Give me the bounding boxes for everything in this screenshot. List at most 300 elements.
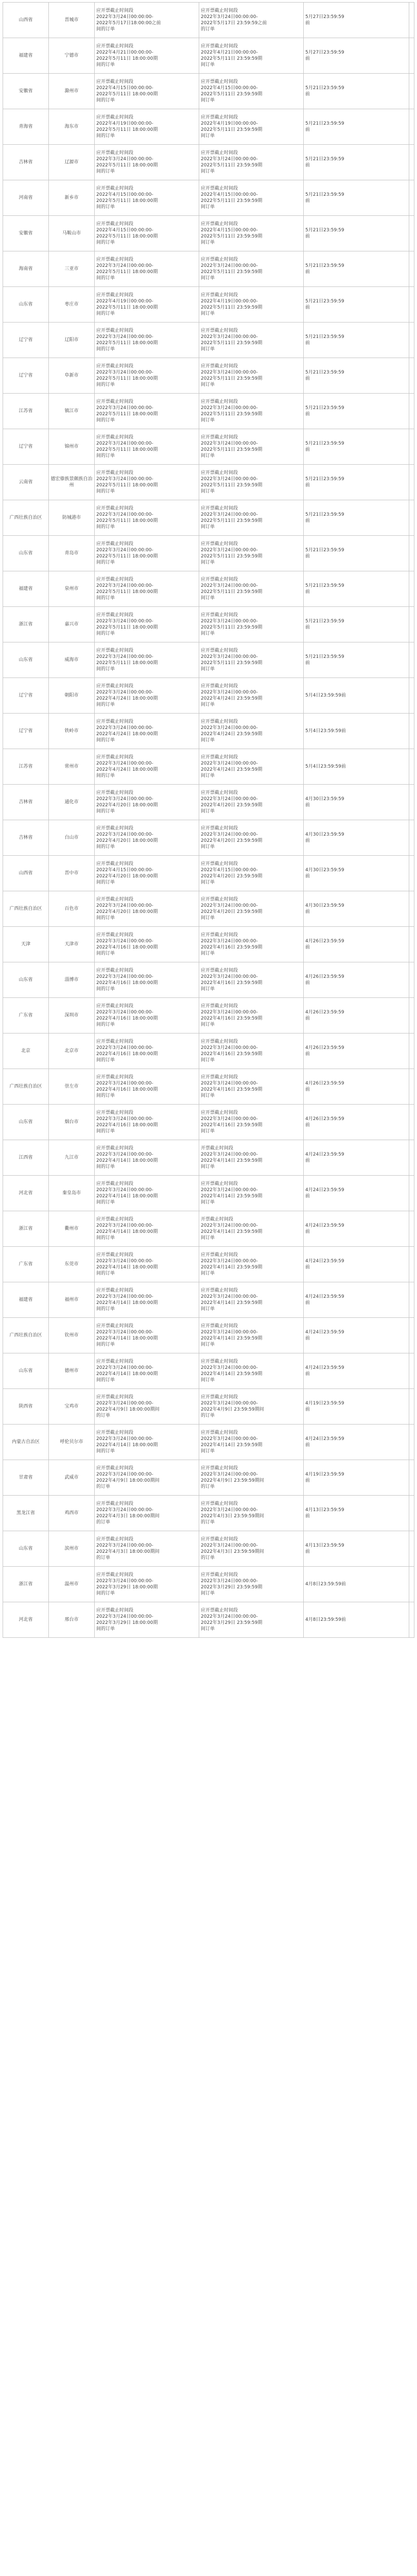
city-cell: 锦州市 [49,429,95,465]
empty-cell [409,571,414,607]
clear-period-cell: 应开票截止时间段 2022年4月15日00:00:00- 2022年4月20日 23:59:59期 间订单 [199,856,304,891]
province-cell: 广东省 [3,998,49,1033]
clear-period-cell: 应开票截止时间段 2022年3月24日00:00:00- 2022年4月3日 23:59:59期间 的订单 [199,1531,304,1567]
clear-period-cell: 应开票截止时间段 2022年3月24日00:00:00- 2022年5月11日 23:59:59期 间订单 [199,429,304,465]
clear-period-cell: 应开票截止时间段 2022年3月24日00:00:00- 2022年5月17日 23:59:59之前 的订单 [199,3,304,38]
clear-period-cell: 应开票截止时间段 2022年3月24日00:00:00- 2022年4月14日 23:59:59期 间订单 [199,1282,304,1318]
table-row [3,536,414,571]
province-cell: 陕西省 [3,1389,49,1425]
lock-period-cell: 应开票截止时间段 2022年3月24日00:00:00- 2022年5月17日18:00:00之前 间的订单 [95,3,199,38]
empty-cell [409,1105,414,1140]
deadline-cell: 5月21日23:59:59 前 [304,216,409,251]
city-cell: 衢州市 [49,1211,95,1247]
city-cell: 朝阳市 [49,678,95,714]
deadline-cell: 4月13日23:59:59 前 [304,1531,409,1567]
deadline-cell: 5月27日23:59:59 前 [304,3,409,38]
lock-period-cell: 应开票截止时间段 2022年4月19日00:00:00- 2022年5月11日 18:00:00期 间的订单 [95,287,199,323]
empty-cell [409,429,414,465]
deadline-cell: 4月24日23:59:59 前 [304,1140,409,1176]
city-cell: 海东市 [49,109,95,145]
lock-period-cell: 应开票截止时间段 2022年3月24日00:00:00- 2022年5月11日 18:00:00期 间的订单 [95,536,199,571]
table-row [3,1247,414,1282]
lock-period-cell: 应开票截止时间段 2022年3月24日00:00:00- 2022年5月11日 18:00:00期 间的订单 [95,607,199,642]
table-row [3,216,414,251]
clear-period-cell: 应开票截止时间段 2022年3月24日00:00:00- 2022年4月24日 23:59:59期 间订单 [199,714,304,749]
deadline-cell: 5月4日23:59:59前 [304,749,409,785]
table-row [3,927,414,962]
clear-period-cell: 应开票截止时间段 2022年3月24日00:00:00- 2022年5月11日 23:59:59期 间订单 [199,607,304,642]
empty-cell [409,394,414,429]
empty-cell [409,1425,414,1460]
city-cell: 深圳市 [49,998,95,1033]
clear-period-cell: 应开票截止时间段 2022年3月24日00:00:00- 2022年5月11日 23:59:59期 间订单 [199,571,304,607]
clear-period-cell: 应开票截止时间段 2022年4月15日00:00:00- 2022年5月11日 23:59:59期 间订单 [199,180,304,216]
province-cell: 河北省 [3,1176,49,1211]
table-row [3,785,414,820]
province-cell: 广西壮族自治区 [3,500,49,536]
deadline-cell: 4月26日23:59:59 前 [304,1069,409,1105]
deadline-cell: 4月30日23:59:59 前 [304,820,409,856]
table-row [3,38,414,74]
deadline-cell: 4月19日23:59:59 前 [304,1389,409,1425]
empty-cell [409,749,414,785]
lock-period-cell: 应开票截止时间段 2022年4月19日00:00:00- 2022年5月11日 18:00:00期 间的订单 [95,109,199,145]
city-cell: 枣庄市 [49,287,95,323]
city-cell: 通化市 [49,785,95,820]
table-row [3,1389,414,1425]
clear-period-cell: 应开票截止时间段 2022年3月24日00:00:00- 2022年3月29日 23:59:59期 间订单 [199,1602,304,1638]
province-cell: 青海省 [3,109,49,145]
province-cell: 山东省 [3,642,49,678]
province-cell: 山东省 [3,1531,49,1567]
deadline-cell: 4月8日23:59:59前 [304,1602,409,1638]
clear-period-cell: 应开票截止时间段 2022年3月24日00:00:00- 2022年4月16日 23:59:59期 间订单 [199,998,304,1033]
lock-period-cell: 应开票截止时间段 2022年3月24日00:00:00- 2022年5月11日 18:00:00期 间的订单 [95,429,199,465]
lock-period-cell: 应开票截止时间段 2022年3月24日00:00:00- 2022年3月29日 18:00:00期 间的订单 [95,1567,199,1602]
city-cell: 威海市 [49,642,95,678]
province-cell: 广西壮族自治区 [3,1318,49,1353]
clear-period-cell: 应开票截止时间段 2022年3月24日00:00:00- 2022年4月9日 23:59:59期间 的订单 [199,1460,304,1496]
empty-cell [409,820,414,856]
city-cell: 防城港市 [49,500,95,536]
clear-period-cell: 应开票截止时间段 2022年3月24日00:00:00- 2022年4月20日 23:59:59期 间订单 [199,785,304,820]
table-row [3,323,414,358]
clear-period-cell: 应开票截止时间段 2022年3月24日00:00:00- 2022年4月20日 23:59:59期 间订单 [199,891,304,927]
city-cell: 辽源市 [49,145,95,180]
empty-cell [409,536,414,571]
lock-period-cell: 应开票截止时间段 2022年4月15日00:00:00- 2022年5月11日 18:00:00期 间的订单 [95,216,199,251]
region-deadline-table [3,2,414,1638]
deadline-cell: 4月24日23:59:59 前 [304,1318,409,1353]
table-row [3,1140,414,1176]
clear-period-cell: 应开票截止时间段 2022年3月24日00:00:00- 2022年5月11日 23:59:59期 间订单 [199,323,304,358]
deadline-cell: 4月19日23:59:59 前 [304,1460,409,1496]
deadline-cell: 4月30日23:59:59 前 [304,785,409,820]
table-row [3,820,414,856]
deadline-cell: 5月27日23:59:59 前 [304,38,409,74]
empty-cell [409,3,414,38]
page [0,2,417,2576]
deadline-cell: 4月26日23:59:59 前 [304,1033,409,1069]
city-cell: 常州市 [49,749,95,785]
empty-cell [409,1247,414,1282]
lock-period-cell: 应开票截止时间段 2022年3月24日00:00:00- 2022年4月9日 18:00:00期间 的订单 [95,1460,199,1496]
empty-cell [409,38,414,74]
province-cell: 安徽省 [3,74,49,109]
city-cell: 鸡西市 [49,1496,95,1531]
province-cell: 江苏省 [3,749,49,785]
empty-cell [409,607,414,642]
province-cell: 海南省 [3,251,49,287]
province-cell: 福建省 [3,38,49,74]
city-cell: 滨州市 [49,1531,95,1567]
empty-cell [409,180,414,216]
clear-period-cell: 应开票截止时间段 2022年3月24日00:00:00- 2022年3月29日 23:59:59期 间订单 [199,1567,304,1602]
clear-period-cell: 应开票截止时间段 2022年3月24日00:00:00- 2022年4月3日 23:59:59期间 的订单 [199,1496,304,1531]
empty-cell [409,358,414,394]
province-cell: 广东省 [3,1247,49,1282]
lock-period-cell: 应开票截止时间段 2022年3月24日00:00:00- 2022年4月14日 18:00:00期 间的订单 [95,1282,199,1318]
empty-cell [409,1176,414,1211]
city-cell: 东莞市 [49,1247,95,1282]
city-cell: 烟台市 [49,1105,95,1140]
lock-period-cell: 应开票截止时间段 2022年3月24日00:00:00- 2022年5月11日 18:00:00期 间的订单 [95,323,199,358]
deadline-cell: 4月24日23:59:59 前 [304,1247,409,1282]
table-row [3,856,414,891]
lock-period-cell: 应开票截止时间段 2022年3月24日00:00:00- 2022年4月20日 18:00:00期 间的订单 [95,891,199,927]
province-cell: 内蒙古自治区 [3,1425,49,1460]
table-row [3,1496,414,1531]
empty-cell [409,642,414,678]
city-cell: 辽阳市 [49,323,95,358]
table-row [3,1425,414,1460]
lock-period-cell: 应开票截止时间段 2022年3月24日00:00:00- 2022年5月11日 18:00:00期 间的订单 [95,571,199,607]
clear-period-cell: 应开票截止时间段 2022年3月24日00:00:00- 2022年5月11日 23:59:59期 间订单 [199,251,304,287]
lock-period-cell: 应开票截止时间段 2022年4月15日00:00:00- 2022年4月20日 18:00:00期 间的订单 [95,856,199,891]
empty-cell [409,251,414,287]
deadline-cell: 4月26日23:59:59 前 [304,962,409,998]
lock-period-cell: 应开票截止时间段 2022年3月24日00:00:00- 2022年4月24日 18:00:00期 间的订单 [95,714,199,749]
city-cell: 百色市 [49,891,95,927]
deadline-cell: 4月24日23:59:59 前 [304,1353,409,1389]
empty-cell [409,1318,414,1353]
table-row [3,998,414,1033]
city-cell: 呼伦贝尔市 [49,1425,95,1460]
lock-period-cell: 应开票截止时间段 2022年4月15日00:00:00- 2022年5月11日 18:00:00期 间的订单 [95,74,199,109]
deadline-cell: 5月21日23:59:59 前 [304,500,409,536]
province-cell: 辽宁省 [3,358,49,394]
clear-period-cell: 应开票截止时间段 2022年4月15日00:00:00- 2022年5月11日 23:59:59期 间订单 [199,74,304,109]
table-row [3,1318,414,1353]
lock-period-cell: 应开票截止时间段 2022年3月24日00:00:00- 2022年3月29日 18:00:00期 间的订单 [95,1602,199,1638]
table-row [3,500,414,536]
city-cell: 福州市 [49,1282,95,1318]
deadline-cell: 4月24日23:59:59 前 [304,1425,409,1460]
table-row [3,1069,414,1105]
city-cell: 三亚市 [49,251,95,287]
deadline-cell: 5月21日23:59:59 前 [304,642,409,678]
deadline-cell: 5月21日23:59:59 前 [304,465,409,500]
lock-period-cell: 应开票截止时间段 2022年3月24日00:00:00- 2022年4月24日 18:00:00期 间的订单 [95,749,199,785]
clear-period-cell: 应开票截止时间段 2022年4月19日00:00:00- 2022年5月11日 23:59:59期 间订单 [199,287,304,323]
empty-cell [409,1531,414,1567]
lock-period-cell: 应开票截止时间段 2022年4月21日00:00:00- 2022年5月11日 18:00:00期 间的订单 [95,38,199,74]
lock-period-cell: 应开票截止时间段 2022年3月24日00:00:00- 2022年4月9日 18:00:00期间 的订单 [95,1389,199,1425]
lock-period-cell: 应开票截止时间段 2022年3月24日00:00:00- 2022年4月16日 18:00:00期 间的订单 [95,962,199,998]
empty-cell [409,1389,414,1425]
empty-cell [409,1460,414,1496]
lock-period-cell: 应开票截止时间段 2022年3月24日00:00:00- 2022年4月14日 18:00:00期 间的订单 [95,1140,199,1176]
clear-period-cell: 应开票截止时间段 2022年3月24日00:00:00- 2022年5月11日 23:59:59期 间订单 [199,642,304,678]
city-cell: 宁德市 [49,38,95,74]
table-row [3,180,414,216]
city-cell: 邢台市 [49,1602,95,1638]
clear-period-cell: 应开票截止时间段 2022年4月15日00:00:00- 2022年5月11日 23:59:59期 间订单 [199,216,304,251]
table-row [3,287,414,323]
deadline-cell: 5月21日23:59:59 前 [304,323,409,358]
deadline-cell: 5月4日23:59:59前 [304,714,409,749]
city-cell: 阜新市 [49,358,95,394]
clear-period-cell: 应开票截止时间段 2022年3月24日00:00:00- 2022年4月14日 23:59:59期 间订单 [199,1425,304,1460]
province-cell: 云南省 [3,465,49,500]
city-cell: 九江市 [49,1140,95,1176]
table-row [3,394,414,429]
province-cell: 山西省 [3,856,49,891]
table-row [3,1105,414,1140]
empty-cell [409,287,414,323]
province-cell: 江西省 [3,1140,49,1176]
province-cell: 浙江省 [3,1567,49,1602]
province-cell: 辽宁省 [3,429,49,465]
province-cell: 广西壮族自治区 [3,891,49,927]
clear-period-cell: 应开票截止时间段 2022年3月24日00:00:00- 2022年5月11日 23:59:59期 间订单 [199,358,304,394]
lock-period-cell: 应开票截止时间段 2022年3月24日00:00:00- 2022年4月24日 18:00:00期 间的订单 [95,678,199,714]
clear-period-cell: 应开票截止时间段 2022年3月24日00:00:00- 2022年4月14日 23:59:59期 间订单 [199,1353,304,1389]
province-cell: 黑龙江省 [3,1496,49,1531]
empty-cell [409,962,414,998]
lock-period-cell: 应开票截止时间段 2022年3月24日00:00:00- 2022年5月11日 18:00:00期 间的订单 [95,145,199,180]
deadline-cell: 5月21日23:59:59 前 [304,571,409,607]
clear-period-cell: 开票截止时间段 2022年3月24日00:00:00- 2022年4月14日 23:59:59期 间订单 [199,1140,304,1176]
table-row [3,607,414,642]
empty-cell [409,500,414,536]
city-cell: 德州市 [49,1353,95,1389]
lock-period-cell: 应开票截止时间段 2022年3月24日00:00:00- 2022年4月3日 18:00:00期间 的订单 [95,1496,199,1531]
empty-cell [409,216,414,251]
table-row [3,1353,414,1389]
table-row [3,1176,414,1211]
deadline-cell: 4月26日23:59:59 前 [304,998,409,1033]
table-row [3,465,414,500]
province-cell: 山东省 [3,287,49,323]
table-row [3,1033,414,1069]
lock-period-cell: 应开票截止时间段 2022年3月24日00:00:00- 2022年4月16日 18:00:00期 间的订单 [95,1033,199,1069]
province-cell: 北京 [3,1033,49,1069]
city-cell: 马鞍山市 [49,216,95,251]
deadline-cell: 4月24日23:59:59 前 [304,1176,409,1211]
empty-cell [409,998,414,1033]
deadline-cell: 4月30日23:59:59 前 [304,891,409,927]
empty-cell [409,1211,414,1247]
province-cell: 浙江省 [3,1211,49,1247]
city-cell: 铁岭市 [49,714,95,749]
table-row [3,145,414,180]
province-cell: 山西省 [3,3,49,38]
clear-period-cell: 应开票截止时间段 2022年3月24日00:00:00- 2022年5月11日 23:59:59期 间订单 [199,465,304,500]
table-row [3,358,414,394]
lock-period-cell: 应开票截止时间段 2022年4月15日00:00:00- 2022年5月11日 18:00:00期 间的订单 [95,180,199,216]
lock-period-cell: 应开票截止时间段 2022年3月24日00:00:00- 2022年5月11日 18:00:00期 间的订单 [95,500,199,536]
deadline-cell: 5月21日23:59:59 前 [304,145,409,180]
empty-cell [409,856,414,891]
deadline-cell: 4月30日23:59:59 前 [304,856,409,891]
province-cell: 广西壮族自治区 [3,1069,49,1105]
table-row [3,1531,414,1567]
deadline-cell: 4月13日23:59:59 前 [304,1496,409,1531]
lock-period-cell: 应开票截止时间段 2022年3月24日00:00:00- 2022年4月14日 18:00:00期 间的订单 [95,1353,199,1389]
empty-cell [409,927,414,962]
clear-period-cell: 应开票截止时间段 2022年3月24日00:00:00- 2022年4月20日 23:59:59期 间订单 [199,820,304,856]
empty-cell [409,1602,414,1638]
city-cell: 晋中市 [49,856,95,891]
empty-cell [409,145,414,180]
city-cell: 温州市 [49,1567,95,1602]
empty-cell [409,74,414,109]
lock-period-cell: 应开票截止时间段 2022年3月24日00:00:00- 2022年4月16日 18:00:00期 间的订单 [95,998,199,1033]
deadline-cell: 5月21日23:59:59 前 [304,251,409,287]
lock-period-cell: 应开票截止时间段 2022年3月24日00:00:00- 2022年5月11日 18:00:00期 间的订单 [95,465,199,500]
table-row [3,1211,414,1247]
deadline-cell: 5月21日23:59:59 前 [304,358,409,394]
deadline-cell: 5月21日23:59:59 前 [304,287,409,323]
lock-period-cell: 应开票截止时间段 2022年3月24日00:00:00- 2022年4月14日 18:00:00期 间的订单 [95,1211,199,1247]
city-cell: 泉州市 [49,571,95,607]
clear-period-cell: 应开票截止时间段 2022年3月24日00:00:00- 2022年4月16日 23:59:59期 间订单 [199,927,304,962]
province-cell: 安徽省 [3,216,49,251]
province-cell: 浙江省 [3,607,49,642]
deadline-cell: 4月26日23:59:59 前 [304,1105,409,1140]
province-cell: 吉林省 [3,145,49,180]
clear-period-cell: 应开票截止时间段 2022年3月24日00:00:00- 2022年5月11日 23:59:59期 间订单 [199,394,304,429]
deadline-cell: 5月21日23:59:59 前 [304,74,409,109]
lock-period-cell: 应开票截止时间段 2022年3月24日00:00:00- 2022年4月3日 18:00:00期间 的订单 [95,1531,199,1567]
city-cell: 嘉兴市 [49,607,95,642]
city-cell: 晋城市 [49,3,95,38]
clear-period-cell: 应开票截止时间段 2022年3月24日00:00:00- 2022年4月16日 23:59:59期 间订单 [199,1069,304,1105]
city-cell: 崇左市 [49,1069,95,1105]
lock-period-cell: 应开票截止时间段 2022年3月24日00:00:00- 2022年4月14日 18:00:00期 间的订单 [95,1176,199,1211]
clear-period-cell: 应开票截止时间段 2022年3月24日00:00:00- 2022年4月16日 23:59:59期 间订单 [199,1105,304,1140]
table-row [3,109,414,145]
province-cell: 福建省 [3,1282,49,1318]
city-cell: 淄博市 [49,962,95,998]
deadline-cell: 5月21日23:59:59 前 [304,429,409,465]
lock-period-cell: 应开票截止时间段 2022年3月24日00:00:00- 2022年5月11日 18:00:00期 间的订单 [95,251,199,287]
province-cell: 辽宁省 [3,678,49,714]
clear-period-cell: 应开票截止时间段 2022年4月21日00:00:00- 2022年5月11日 23:59:59期 间订单 [199,38,304,74]
province-cell: 河南省 [3,180,49,216]
province-cell: 吉林省 [3,820,49,856]
deadline-cell: 4月8日23:59:59前 [304,1567,409,1602]
lock-period-cell: 应开票截止时间段 2022年3月24日00:00:00- 2022年4月20日 18:00:00期 间的订单 [95,785,199,820]
city-cell: 钦州市 [49,1318,95,1353]
province-cell: 江苏省 [3,394,49,429]
city-cell: 天津市 [49,927,95,962]
lock-period-cell: 应开票截止时间段 2022年3月24日00:00:00- 2022年5月11日 18:00:00期 间的订单 [95,358,199,394]
table-row [3,74,414,109]
lock-period-cell: 应开票截止时间段 2022年3月24日00:00:00- 2022年4月14日 18:00:00期 间的订单 [95,1247,199,1282]
clear-period-cell: 应开票截止时间段 2022年3月24日00:00:00- 2022年4月9日 23:59:59期间 的订单 [199,1389,304,1425]
city-cell: 青岛市 [49,536,95,571]
deadline-cell: 5月21日23:59:59 前 [304,109,409,145]
deadline-cell: 5月21日23:59:59 前 [304,394,409,429]
table-row [3,1282,414,1318]
clear-period-cell: 应开票截止时间段 2022年3月24日00:00:00- 2022年4月14日 23:59:59期 间订单 [199,1247,304,1282]
province-cell: 甘肃省 [3,1460,49,1496]
table-row [3,3,414,38]
empty-cell [409,891,414,927]
lock-period-cell: 应开票截止时间段 2022年3月24日00:00:00- 2022年5月11日 18:00:00期 间的订单 [95,394,199,429]
province-cell: 辽宁省 [3,714,49,749]
city-cell: 镇江市 [49,394,95,429]
clear-period-cell: 应开票截止时间段 2022年3月24日00:00:00- 2022年5月11日 23:59:59期 间订单 [199,500,304,536]
clear-period-cell: 应开票截止时间段 2022年3月24日00:00:00- 2022年5月11日 23:59:59期 间订单 [199,536,304,571]
clear-period-cell: 应开票截止时间段 2022年3月24日00:00:00- 2022年5月11日 23:59:59期 间订单 [199,145,304,180]
deadline-cell: 5月4日23:59:59前 [304,678,409,714]
deadline-cell: 4月24日23:59:59 前 [304,1282,409,1318]
clear-period-cell: 应开票截止时间段 2022年3月24日00:00:00- 2022年4月16日 23:59:59期 间订单 [199,962,304,998]
province-cell: 辽宁省 [3,323,49,358]
table-row [3,1602,414,1638]
empty-cell [409,1282,414,1318]
city-cell: 滁州市 [49,74,95,109]
empty-cell [409,1033,414,1069]
table-row [3,1567,414,1602]
deadline-cell: 5月21日23:59:59 前 [304,536,409,571]
table-row [3,1460,414,1496]
province-cell: 山东省 [3,536,49,571]
clear-period-cell: 应开票截止时间段 2022年3月24日00:00:00- 2022年4月24日 23:59:59期 间订单 [199,678,304,714]
lock-period-cell: 应开票截止时间段 2022年3月24日00:00:00- 2022年4月14日 18:00:00期 间的订单 [95,1318,199,1353]
deadline-cell: 5月21日23:59:59 前 [304,180,409,216]
lock-period-cell: 应开票截止时间段 2022年3月24日00:00:00- 2022年4月16日 18:00:00期 间的订单 [95,1105,199,1140]
lock-period-cell: 应开票截止时间段 2022年3月24日00:00:00- 2022年5月11日 18:00:00期 间的订单 [95,642,199,678]
province-cell: 福建省 [3,571,49,607]
clear-period-cell: 应开票截止时间段 2022年4月19日00:00:00- 2022年5月11日 23:59:59期 间订单 [199,109,304,145]
clear-period-cell: 应开票截止时间段 2022年3月24日00:00:00- 2022年4月14日 23:59:59期 间订单 [199,1318,304,1353]
table-row [3,642,414,678]
city-cell: 武威市 [49,1460,95,1496]
province-cell: 吉林省 [3,785,49,820]
city-cell: 秦皇岛市 [49,1176,95,1211]
province-cell: 山东省 [3,1105,49,1140]
empty-cell [409,109,414,145]
empty-cell [409,678,414,714]
lock-period-cell: 应开票截止时间段 2022年3月24日00:00:00- 2022年4月16日 18:00:00期 间的订单 [95,927,199,962]
empty-cell [409,1567,414,1602]
empty-cell [409,1140,414,1176]
table-row [3,962,414,998]
empty-cell [409,465,414,500]
lock-period-cell: 应开票截止时间段 2022年3月24日00:00:00- 2022年4月14日 18:00:00期 间的订单 [95,1425,199,1460]
clear-period-cell: 应开票截止时间段 2022年3月24日00:00:00- 2022年4月14日 23:59:59期 间订单 [199,1176,304,1211]
clear-period-cell: 应开票截止时间段 2022年3月24日00:00:00- 2022年4月16日 23:59:59期 间订单 [199,1033,304,1069]
empty-cell [409,1496,414,1531]
table-row [3,571,414,607]
empty-cell [409,323,414,358]
lock-period-cell: 应开票截止时间段 2022年3月24日00:00:00- 2022年4月16日 18:00:00期 间的订单 [95,1069,199,1105]
empty-cell [409,1069,414,1105]
